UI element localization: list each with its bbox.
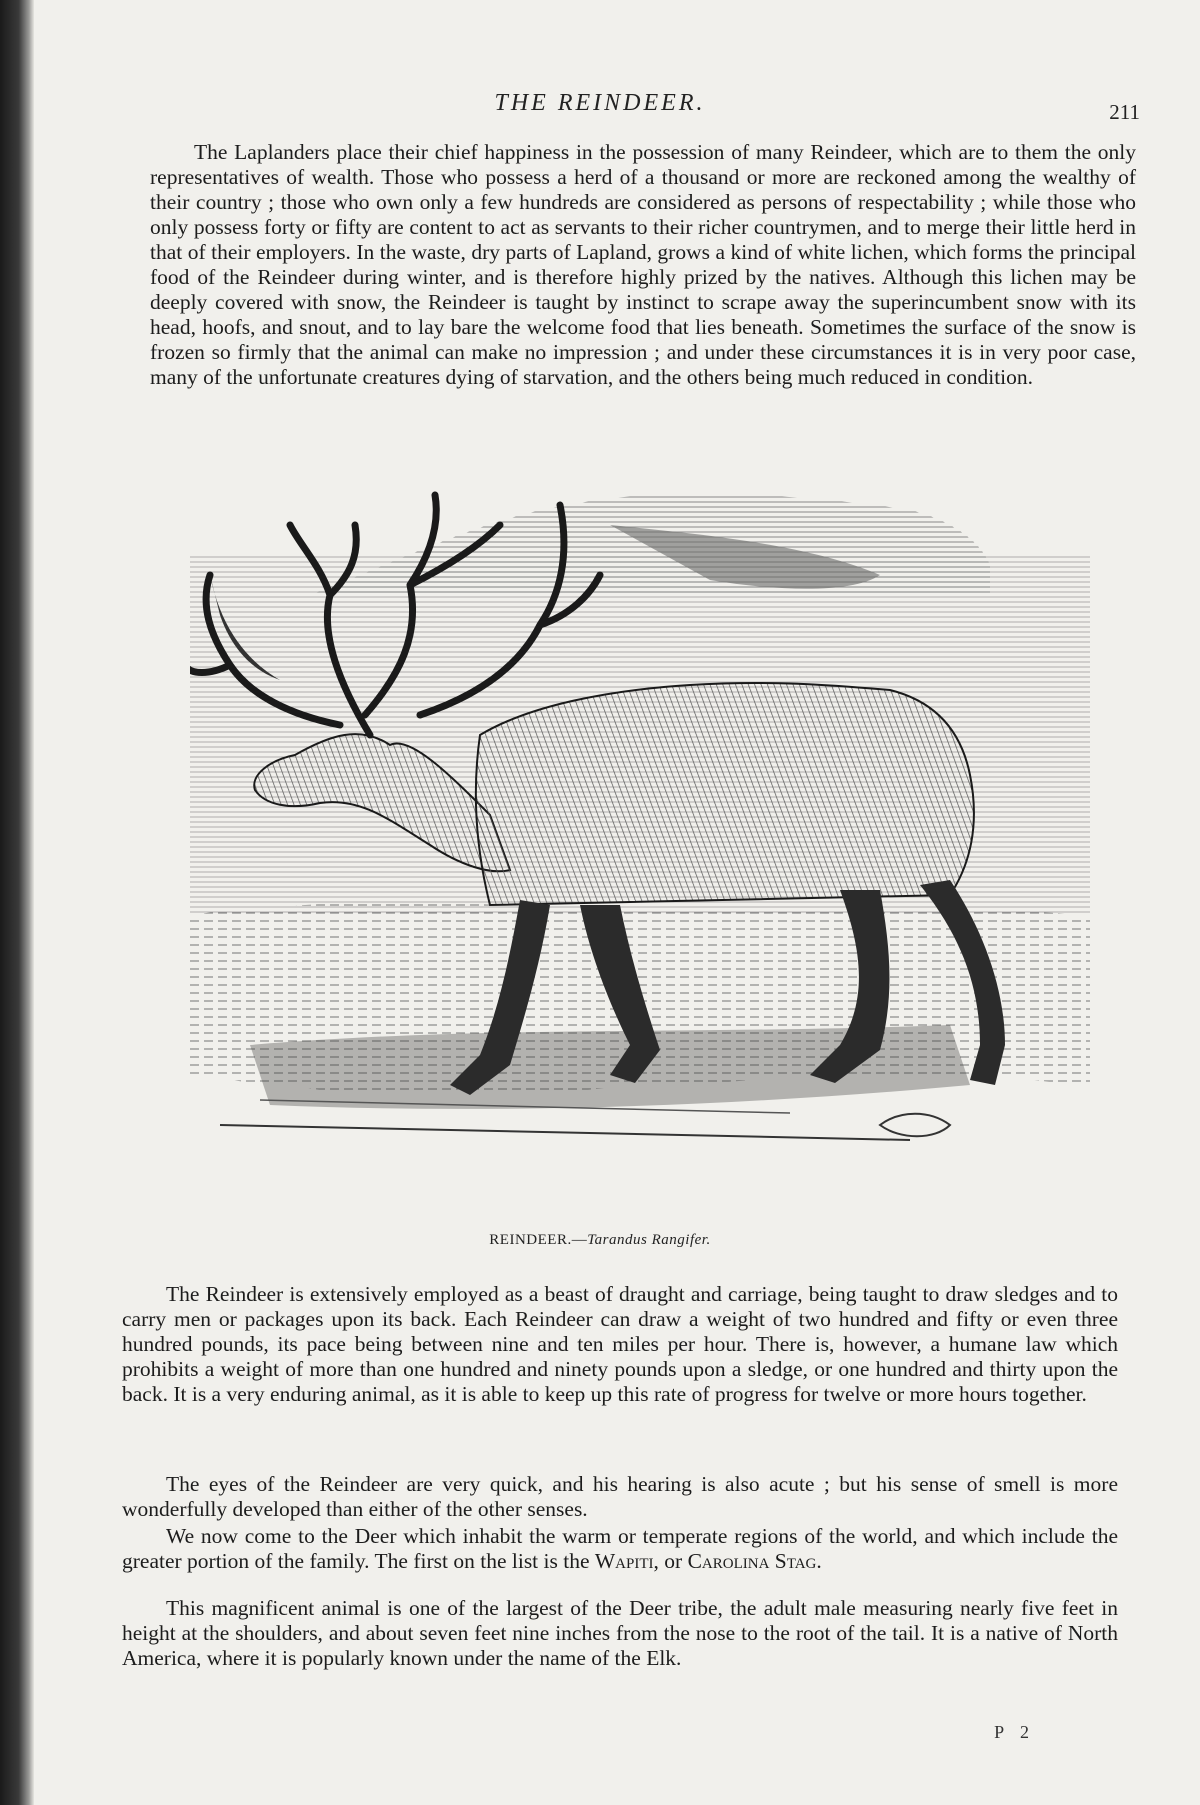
paragraph-temperate-deer <box>122 1524 1118 1574</box>
paragraph-laplanders: The Laplanders place their chief happiness in the possession of many Reindeer, which are to them the only representatives of wealth. Those who possess a herd of a thousand or more are reckoned among the wealthy of their country ; those who own only a few hundreds are considered as persons of respectability ; while those who only possess forty or fifty are content to act as servants to their richer countrymen, and to merge their little herd in that of their employers. In the waste, dry parts of Lapland, grows a kind of white lichen, which forms the principal food of the Reindeer during winter, and is therefore highly prized by the natives. Although this lichen may be deeply covered with snow, the Reindeer is taught by instinct to scrape away the superincumbent snow with its head, hoofs, and snout, and to lay bare the welcome food that lies beneath. Sometimes the surface of the snow is frozen so firmly that the animal can make no impression ; and under these circumstances it is in very poor case, many of the unfortunate creatures dying of starvation, and the others being much reduced in condition. <box>150 140 1136 389</box>
para4-text: We now come to the Deer which inhabit the warm or temperate regions of the world, and which include the greater portion of the family. The first on the list is the <box>122 1524 1118 1573</box>
caption-latin-name: Tarandus Rangifer. <box>587 1232 711 1248</box>
running-title: THE REINDEER. <box>494 90 706 116</box>
paragraph-senses: The eyes of the Reindeer are very quick, and his hearing is also acute ; but his sense of smell is more wonderfully developed than either of the other senses. <box>122 1472 1118 1521</box>
page-number: 211 <box>1109 100 1140 124</box>
wapiti-term: Wapiti <box>594 1549 654 1573</box>
para4-or: , or <box>653 1549 688 1573</box>
figure-caption <box>0 1232 1200 1249</box>
signature-mark: P 2 <box>994 1722 1035 1742</box>
paragraph-wapiti: This magnificent animal is one of the largest of the Deer tribe, the adult male measuring nearly five feet in height at the shoulders, and about seven feet nine inches from the nose to the root of the tail. It is a native of North America, where it is popularly known under the name of the Elk. <box>122 1596 1118 1670</box>
carolina-stag-term: Carolina Stag. <box>687 1549 822 1573</box>
caption-title: REINDEER.— <box>489 1232 588 1248</box>
page-binding-shadow <box>0 0 34 1805</box>
paragraph-draught: The Reindeer is extensively employed as a beast of draught and carriage, being taught to draw sledges and to carry men or packages upon its back. Each Reindeer can draw a weight of two hundred and fifty or even three hundred pounds, its pace being between nine and ten miles per hour. There is, however, a humane law which prohibits a weight of more than one hundred and ninety pounds upon a sledge, or one hundred and thirty upon the back. It is a very enduring animal, as it is able to keep up this rate of progress for twelve or more hours together. <box>122 1282 1118 1406</box>
reindeer-engraving <box>190 485 1110 1215</box>
